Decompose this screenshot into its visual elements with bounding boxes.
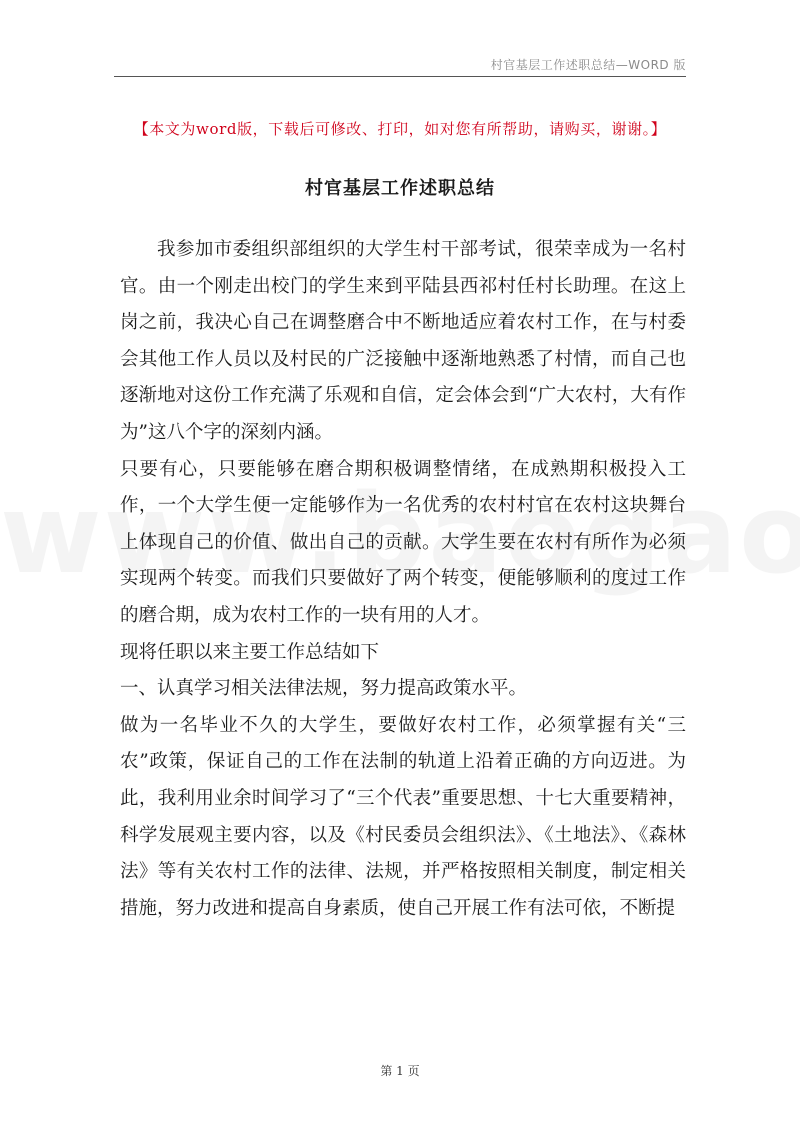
document-header-label: 村官基层工作述职总结—WORD 版 [490, 58, 686, 72]
page-number: 第 1 页 [380, 1064, 420, 1078]
purchase-notice: 【本文为word版，下载后可修改、打印，如对您有所帮助，请购买，谢谢。】 [133, 120, 667, 138]
paragraph-body: 只要有心，只要能够在磨合期积极调整情绪，在成熟期积极投入工作，一个大学生便一定能够作为一名优秀的农村村官在农村这块舞台上体现自己的价值、做出自己的贡献。大学生要在农村有所作为必须实现两个转变。而我们只要做好了两个转变，便能够顺利的度过工作的磨合期，成为农村工作的一块有用的人才。 [120, 458, 686, 626]
header-divider [114, 76, 686, 77]
section-heading: 一、认真学习相关法律法规，努力提高政策水平。 [120, 678, 528, 700]
document-body [120, 232, 686, 927]
paragraph-intro: 我参加市委组织部组织的大学生村干部考试，很荣幸成为一名村官。由一个刚走出校门的学生来到平陆县西祁村任村长助理。在这上岗之前，我决心自己在调整磨合中不断地适应着农村工作，在与村委会其他工作人员以及村民的广泛接触中逐渐地熟悉了村情，而自己也逐渐地对这份工作充满了乐观和自信，定会体会到“广大农村，大有作为”这八个字的深刻内涵。 [120, 239, 686, 443]
paragraph-summary-lead: 现将任职以来主要工作总结如下 [120, 641, 380, 663]
page-title: 村官基层工作述职总结 [305, 178, 495, 199]
paragraph-section-body: 做为一名毕业不久的大学生，要做好农村工作，必须掌握有关“三农”政策，保证自己的工作在法制的轨道上沿着正确的方向迈进。为此，我利用业余时间学习了“三个代表”重要思想、十七大重要精神，科学发展观主要内容，以及《村民委员会组织法》、《土地法》、《森林法》等有关农村工作的法律、法规，并严格按照相关制度，制定相关措施，努力改进和提高自身素质，使自己开展工作有法可依，不断提 [120, 714, 686, 919]
